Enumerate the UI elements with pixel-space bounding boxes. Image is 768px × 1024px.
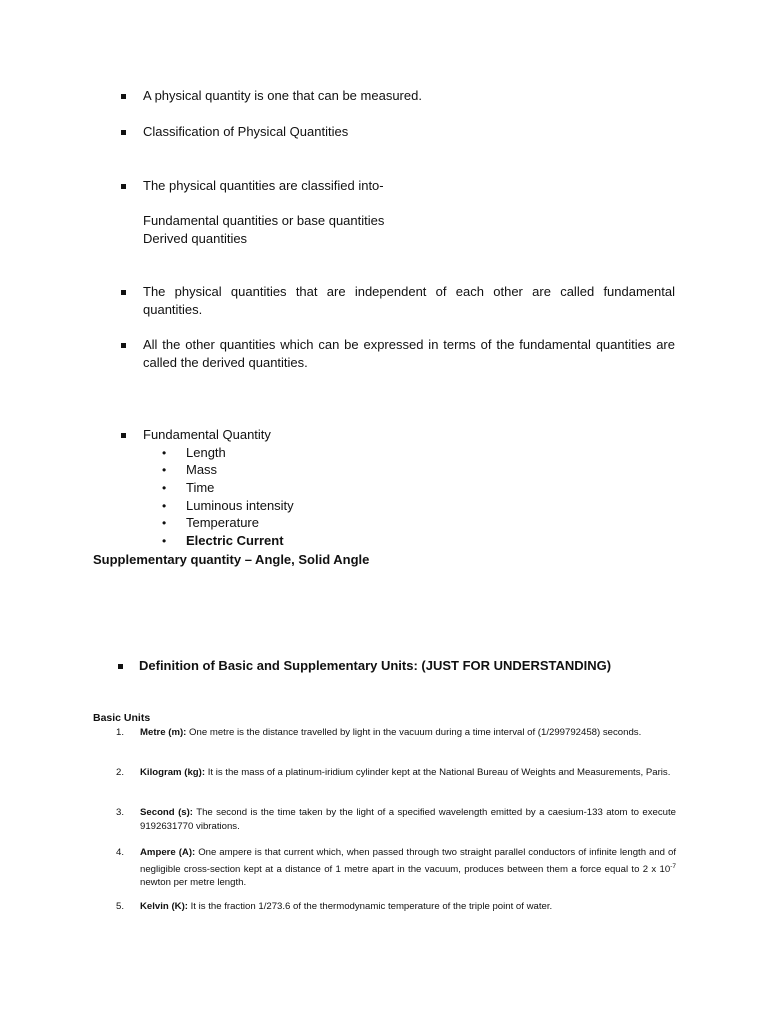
bullet-text-derived: All the other quantities which can be expressed in terms of the fundamental quantities are called the derived quantities. xyxy=(143,337,675,370)
list-item-mass: Mass xyxy=(186,462,218,477)
unit-text: It is the mass of a platinum-iridium cylinder kept at the National Bureau of Weights and Measurements, Paris. xyxy=(205,767,671,778)
unit-term: Kilogram (kg): xyxy=(140,767,206,778)
unit-term: Ampere (A): xyxy=(140,847,196,858)
unit-text: One ampere is that current which, when passed through two straight parallel conductors of infinite length and of negligible cross-section kept at a distance of 1 metre apart in the vacuum, produces between them a force equal to 2 x 10 xyxy=(140,847,676,875)
list-dot: • xyxy=(162,446,167,460)
bullet-text-independent: The physical quantities that are independent of each other are called fundamental quantities. xyxy=(143,284,675,317)
item-number: 4. xyxy=(115,847,124,858)
list-item-length: Length xyxy=(186,445,226,460)
list-item-temperature: Temperature xyxy=(186,515,259,530)
bullet-marker xyxy=(121,290,126,295)
list-dot: • xyxy=(162,499,167,513)
bullet-marker xyxy=(118,664,123,669)
item-number: 2. xyxy=(115,767,124,778)
item-number: 5. xyxy=(115,901,124,912)
unit-text: It is the fraction 1/273.6 of the thermodynamic temperature of the triple point of water. xyxy=(187,901,553,912)
unit-definition-metre xyxy=(140,726,676,740)
unit-definition-second xyxy=(140,806,676,833)
unit-definition-ampere xyxy=(140,846,676,890)
unit-exponent: -7 xyxy=(670,862,676,870)
bullet-text-classification: Classification of Physical Quantities xyxy=(143,124,349,139)
bullet-marker xyxy=(121,343,126,348)
unit-term: Second (s): xyxy=(140,807,193,818)
item-number: 3. xyxy=(115,807,124,818)
fundamental-quantities-line: Fundamental quantities or base quantities xyxy=(143,213,385,228)
unit-term: Kelvin (K): xyxy=(140,901,188,912)
unit-term: Metre (m): xyxy=(140,727,187,738)
bullet-text-measured: A physical quantity is one that can be measured. xyxy=(143,88,422,103)
bullet-marker xyxy=(121,94,126,99)
list-dot: • xyxy=(162,481,167,495)
definition-heading: Definition of Basic and Supplementary Units: (JUST FOR UNDERSTANDING) xyxy=(139,658,612,673)
list-dot: • xyxy=(162,463,167,477)
fundamental-quantity-heading: Fundamental Quantity xyxy=(143,427,271,442)
list-item-luminous: Luminous intensity xyxy=(186,498,294,513)
unit-text-tail: newton per metre length. xyxy=(140,877,247,889)
bullet-text-classified-into: The physical quantities are classified into- xyxy=(143,178,384,193)
derived-quantities-line: Derived quantities xyxy=(143,231,248,246)
unit-text: The second is the time taken by the light of a specified wavelength emitted by a caesium-133 atom to execute 9192631770 vibrations. xyxy=(140,807,676,832)
list-dot: • xyxy=(162,534,167,548)
bullet-marker xyxy=(121,130,126,135)
item-number: 1. xyxy=(115,727,124,738)
supplementary-quantity-line: Supplementary quantity – Angle, Solid Angle xyxy=(93,552,370,567)
basic-units-heading: Basic Units xyxy=(93,712,151,724)
list-dot: • xyxy=(162,516,167,530)
list-item-time: Time xyxy=(186,480,215,495)
unit-text: One metre is the distance travelled by light in the vacuum during a time interval of (1/299792458) seconds. xyxy=(186,727,642,738)
bullet-marker xyxy=(121,184,126,189)
list-item-electric-current: Electric Current xyxy=(186,533,284,548)
unit-definition-kelvin xyxy=(140,900,676,914)
unit-definition-kilogram xyxy=(140,766,676,780)
bullet-marker xyxy=(121,433,126,438)
